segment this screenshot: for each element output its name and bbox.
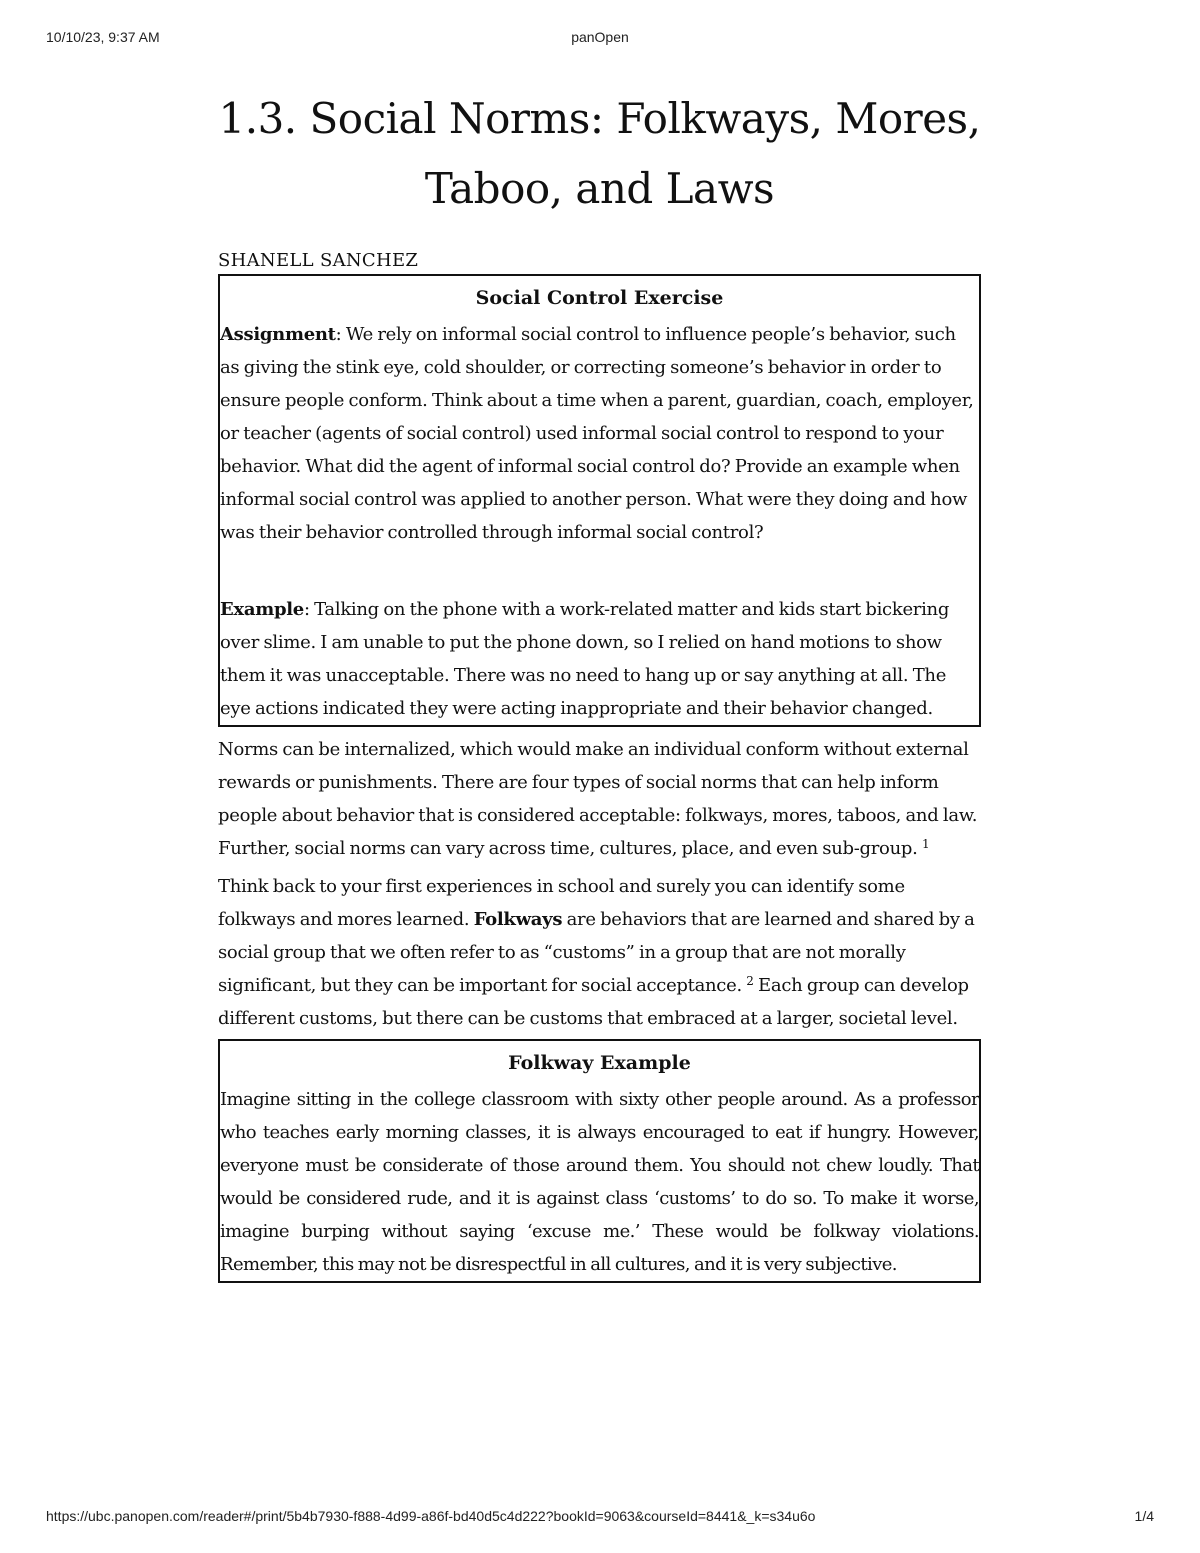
- example-paragraph: [220, 593, 979, 725]
- folkway-box-title: Folkway Example: [508, 1052, 691, 1074]
- assignment-label: Assignment: [220, 324, 336, 345]
- print-url: https://ubc.panopen.com/reader#/print/5b4b7930-f888-4d99-a86f-bd40d5c4d222?bookId=9063&courseId=8441&_k=s34u6o: [46, 1508, 816, 1524]
- page-title-line-2: Taboo, and Laws: [424, 164, 775, 213]
- print-footer: [46, 1508, 1154, 1528]
- footnote-ref-1[interactable]: 1: [921, 837, 930, 851]
- folkways-text-end: Each group can develop different customs, but there can be customs that embraced at a larger, societal level.: [218, 975, 969, 1029]
- example-text: : Talking on the phone with a work-related matter and kids start bickering over slime. I am unable to put the phone down, so I relied on hand motions to show them it was unacceptable. There was no need to hang up or say anything at all. The eye actions indicated they were acting inappropriate and their behavior changed.: [220, 599, 950, 719]
- folkways-term: Folkways: [473, 909, 563, 930]
- page-title-line-1: 1.3. Social Norms: Folkways, Mores,: [218, 94, 981, 143]
- folkways-paragraph: [218, 870, 981, 1035]
- footnote-ref-2[interactable]: 2: [746, 974, 754, 988]
- folkways-text-after: are behaviors that are learned and shared by a social group that we often refer to as “customs” in a group that are not morally significant, but they can be important for social acceptance.: [218, 909, 975, 996]
- norms-paragraph: [218, 733, 981, 865]
- folkways-text-before: Think back to your first experiences in school and surely you can identify some folkways and mores learned.: [218, 876, 905, 930]
- example-label: Example: [220, 599, 304, 620]
- page-number: 1/4: [1134, 1508, 1154, 1524]
- article-content: [218, 84, 981, 1283]
- print-header: [46, 29, 1154, 49]
- folkway-example-text: Imagine sitting in the college classroom with sixty other people around. As a professor who teaches early morning classes, it is always encouraged to eat if hungry. However, everyone must be considerate of those around them. You should not chew loudly. That would be considered rude, and it is against class ‘customs’ to do so. To make it worse, imagine burping without saying ‘excuse me.’ These would be folkway violations. Remember, this may not be disrespectful in all cultures, and it is very subjective.: [220, 1089, 979, 1275]
- social-control-exercise-box: [218, 274, 981, 727]
- print-datetime: 10/10/23, 9:37 AM: [46, 29, 160, 45]
- assignment-text: : We rely on informal social control to influence people’s behavior, such as giving the stink eye, cold shoulder, or correcting someone’s behavior in order to ensure people conform. Think about a time when a parent, guardian, coach, employer, or teacher (agents of social control) used informal social control to respond to your behavior. What did the agent of informal social control do? Provide an example when informal social control was applied to another person. What were they doing and how was their behavior controlled through informal social control?: [220, 324, 974, 543]
- social-control-box-title: Social Control Exercise: [475, 287, 724, 309]
- page-title: [218, 84, 981, 224]
- print-site-name: panOpen: [571, 29, 629, 45]
- folkway-example-box: [218, 1039, 981, 1283]
- assignment-paragraph: [220, 318, 979, 549]
- author-name: SHANELL SANCHEZ: [218, 250, 419, 271]
- norms-text: Norms can be internalized, which would make an individual conform without external rewards or punishments. There are four types of social norms that can help inform people about behavior that is considered acceptable: folkways, mores, taboos, and law. Further, social norms can vary across time, cultures, place, and even sub-group.: [218, 739, 978, 859]
- paragraph-spacer: [220, 549, 979, 593]
